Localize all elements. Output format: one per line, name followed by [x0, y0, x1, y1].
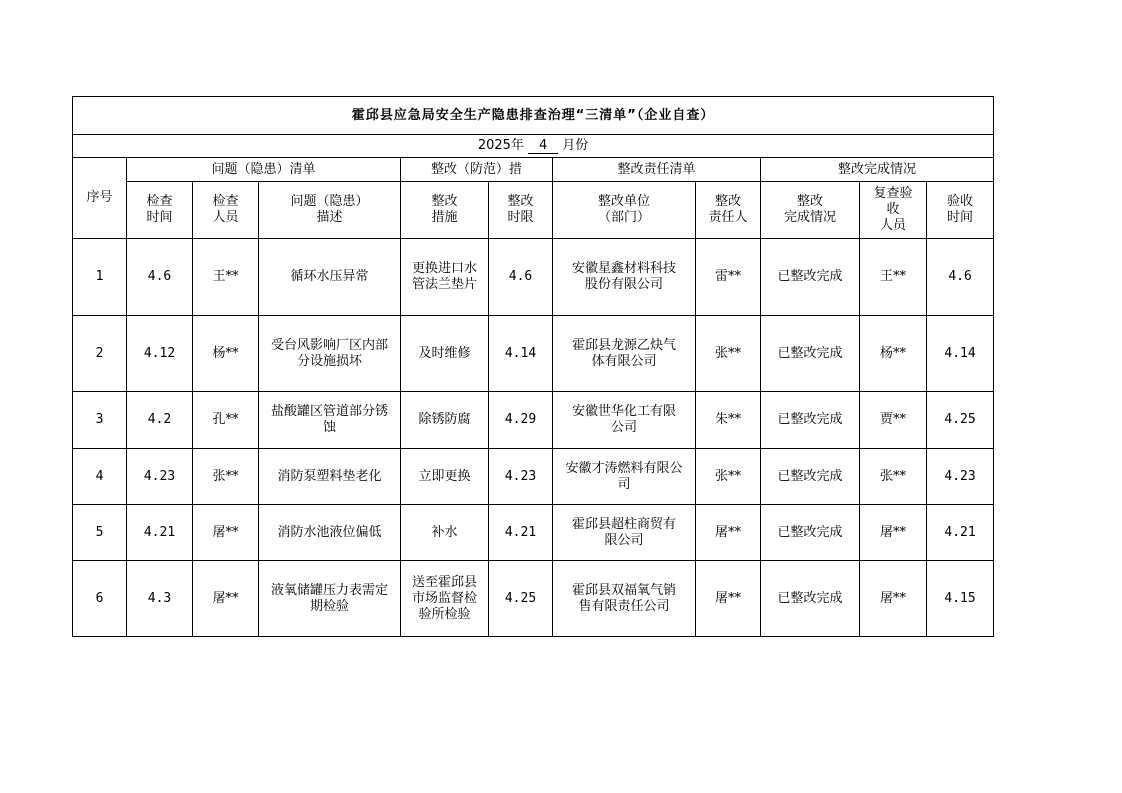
report-period	[73, 135, 994, 158]
cell-unit: 安徽星鑫材料科技 股份有限公司	[553, 239, 696, 316]
cell-description: 受台风影响厂区内部 分设施损坏	[259, 316, 401, 392]
table-row	[73, 449, 994, 505]
cell-measure: 除锈防腐	[401, 392, 489, 449]
cell-accept-time: 4.6	[927, 239, 994, 316]
table-row	[73, 561, 994, 637]
cell-description: 循环水压异常	[259, 239, 401, 316]
col-header-measure: 整改 措施	[401, 182, 489, 239]
cell-deadline: 4.6	[489, 239, 553, 316]
cell-measure: 更换进口水 管法兰垫片	[401, 239, 489, 316]
cell-deadline: 4.25	[489, 561, 553, 637]
period-year: 2025年	[477, 138, 524, 153]
cell-unit: 安徽才涛燃料有限公 司	[553, 449, 696, 505]
cell-status: 已整改完成	[761, 561, 860, 637]
col-header-accept-time: 验收 时间	[927, 182, 994, 239]
cell-status: 已整改完成	[761, 392, 860, 449]
cell-unit: 安徽世华化工有限 公司	[553, 392, 696, 449]
cell-seq: 5	[73, 505, 127, 561]
cell-description: 消防水池液位偏低	[259, 505, 401, 561]
cell-unit: 霍邱县超柱商贸有 限公司	[553, 505, 696, 561]
period-month-label: 月份	[562, 138, 589, 153]
cell-description: 盐酸罐区管道部分锈 蚀	[259, 392, 401, 449]
cell-deadline: 4.23	[489, 449, 553, 505]
cell-responsible: 朱**	[696, 392, 761, 449]
cell-seq: 1	[73, 239, 127, 316]
header-group-problem: 问题（隐患）清单	[127, 158, 401, 182]
col-header-check-time: 检查 时间	[127, 182, 193, 239]
cell-responsible: 屠**	[696, 561, 761, 637]
cell-accept-time: 4.21	[927, 505, 994, 561]
table-row	[73, 392, 994, 449]
cell-seq: 6	[73, 561, 127, 637]
cell-check-time: 4.23	[127, 449, 193, 505]
header-group-responsibility: 整改责任清单	[553, 158, 761, 182]
cell-deadline: 4.14	[489, 316, 553, 392]
cell-seq: 3	[73, 392, 127, 449]
cell-inspector: 王**	[193, 239, 259, 316]
header-group-rectify: 整改（防范）措	[401, 158, 553, 182]
cell-description: 消防泵塑料垫老化	[259, 449, 401, 505]
cell-reviewer: 贾**	[860, 392, 927, 449]
cell-inspector: 屠**	[193, 505, 259, 561]
cell-description: 液氧储罐压力表需定 期检验	[259, 561, 401, 637]
table-row	[73, 239, 994, 316]
cell-inspector: 屠**	[193, 561, 259, 637]
col-header-description: 问题（隐患） 描述	[259, 182, 401, 239]
cell-unit: 霍邱县龙源乙炔气 体有限公司	[553, 316, 696, 392]
cell-seq: 2	[73, 316, 127, 392]
cell-measure: 补水	[401, 505, 489, 561]
cell-responsible: 屠**	[696, 505, 761, 561]
cell-measure: 送至霍邱县 市场监督检 验所检验	[401, 561, 489, 637]
cell-accept-time: 4.15	[927, 561, 994, 637]
cell-reviewer: 杨**	[860, 316, 927, 392]
cell-responsible: 张**	[696, 316, 761, 392]
header-seq: 序号	[73, 158, 127, 239]
cell-reviewer: 张**	[860, 449, 927, 505]
cell-reviewer: 王**	[860, 239, 927, 316]
col-header-reviewer: 复查验 收 人员	[860, 182, 927, 239]
page-title: 霍邱县应急局安全生产隐患排查治理“三清单”（企业自查）	[73, 97, 994, 135]
col-header-status: 整改 完成情况	[761, 182, 860, 239]
cell-responsible: 张**	[696, 449, 761, 505]
cell-check-time: 4.3	[127, 561, 193, 637]
cell-measure: 及时维修	[401, 316, 489, 392]
col-header-responsible: 整改 责任人	[696, 182, 761, 239]
cell-status: 已整改完成	[761, 316, 860, 392]
table-row	[73, 316, 994, 392]
cell-accept-time: 4.14	[927, 316, 994, 392]
col-header-inspector: 检查 人员	[193, 182, 259, 239]
col-header-deadline: 整改 时限	[489, 182, 553, 239]
cell-inspector: 孔**	[193, 392, 259, 449]
cell-seq: 4	[73, 449, 127, 505]
table-row	[73, 505, 994, 561]
cell-check-time: 4.21	[127, 505, 193, 561]
cell-reviewer: 屠**	[860, 505, 927, 561]
cell-inspector: 杨**	[193, 316, 259, 392]
header-group-completion: 整改完成情况	[761, 158, 994, 182]
cell-accept-time: 4.23	[927, 449, 994, 505]
period-month-value: 4	[528, 138, 558, 154]
cell-inspector: 张**	[193, 449, 259, 505]
cell-status: 已整改完成	[761, 505, 860, 561]
cell-deadline: 4.21	[489, 505, 553, 561]
hazard-inventory-table	[72, 96, 994, 637]
cell-deadline: 4.29	[489, 392, 553, 449]
col-header-unit: 整改单位 （部门）	[553, 182, 696, 239]
cell-measure: 立即更换	[401, 449, 489, 505]
cell-unit: 霍邱县双福氧气销 售有限责任公司	[553, 561, 696, 637]
cell-check-time: 4.6	[127, 239, 193, 316]
cell-status: 已整改完成	[761, 239, 860, 316]
cell-status: 已整改完成	[761, 449, 860, 505]
cell-reviewer: 屠**	[860, 561, 927, 637]
cell-accept-time: 4.25	[927, 392, 994, 449]
cell-check-time: 4.12	[127, 316, 193, 392]
cell-check-time: 4.2	[127, 392, 193, 449]
cell-responsible: 雷**	[696, 239, 761, 316]
